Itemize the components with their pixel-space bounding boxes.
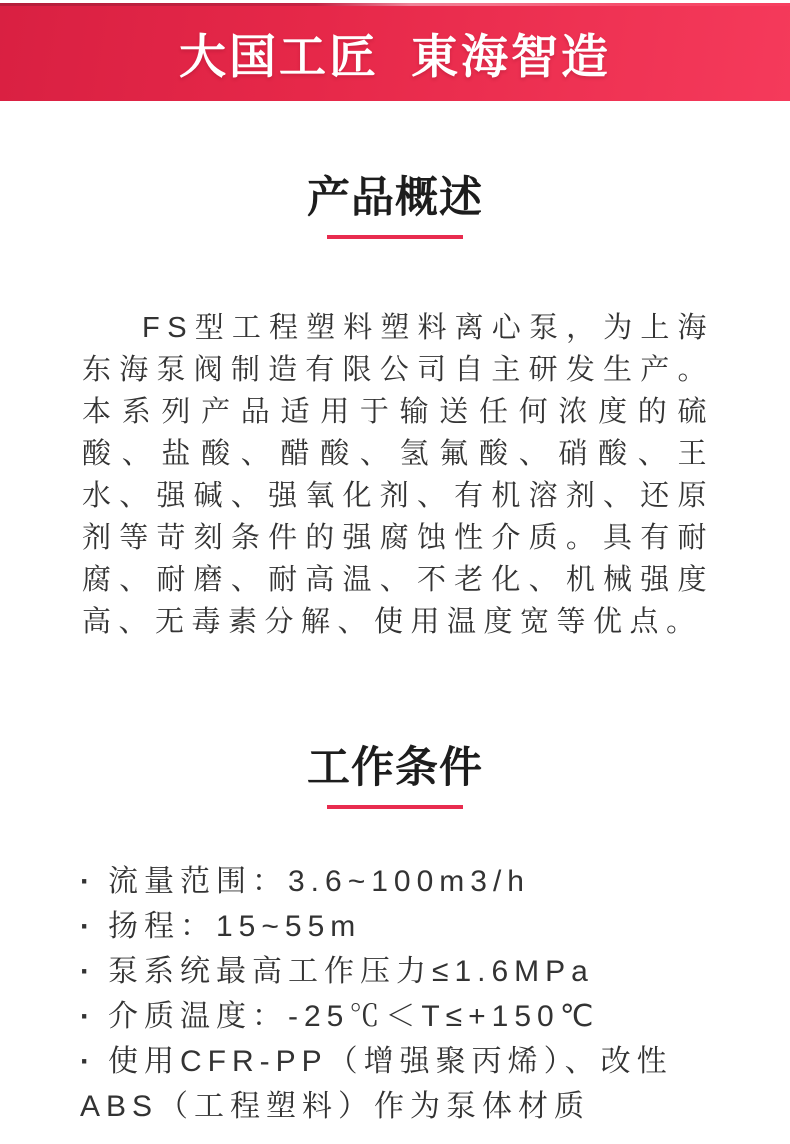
brand-banner (0, 6, 790, 101)
top-strip (0, 0, 790, 6)
bullet-dot: · (80, 955, 96, 988)
spec-item-head (80, 904, 722, 949)
spec-list (80, 859, 722, 1129)
banner-title: 大国工匠 東海智造 (178, 30, 612, 83)
bullet-dot: · (80, 1045, 96, 1078)
spec-item-text: 泵系统最高工作压力≤1.6MPa (108, 955, 594, 988)
conditions-section-title: 工作条件 (307, 744, 483, 792)
bullet-dot: · (80, 1000, 96, 1033)
overview-paragraph: FS型工程塑料塑料离心泵，为上海东海泵阀制造有限公司自主研发生产。本系列产品适用于输送任何浓度的硫酸、盐酸、醋酸、氢氟酸、硝酸、王水、强碱、强氧化剂、有机溶剂、还原剂等苛刻条件的强腐蚀性介质。具有耐腐、耐磨、耐高温、不老化、机械强度高、无毒素分解、使用温度宽等优点。 (82, 312, 714, 638)
spec-item-text: 流量范围：3.6~100m3/h (108, 865, 530, 898)
conditions-title-underline (327, 805, 463, 809)
section-working-conditions (0, 745, 790, 1129)
top-divider-line (0, 3, 790, 6)
spec-item-text: 扬程：15~55m (108, 910, 362, 943)
overview-title-underline (327, 235, 463, 239)
spec-item-text: 介质温度：-25℃＜T≤+150℃ (108, 1000, 600, 1033)
spec-item-pump-material (80, 1039, 722, 1129)
spec-item-text: 使用CFR-PP（增强聚丙烯）、改性ABS（工程塑料）作为泵体材质 (80, 1045, 673, 1123)
bullet-dot: · (80, 910, 96, 943)
section-product-overview (0, 175, 790, 643)
bullet-dot: · (80, 865, 96, 898)
overview-section-title: 产品概述 (307, 174, 483, 222)
spec-item-max-pressure (80, 949, 722, 994)
spec-item-flow-range (80, 859, 722, 904)
spec-item-medium-temperature (80, 994, 722, 1039)
